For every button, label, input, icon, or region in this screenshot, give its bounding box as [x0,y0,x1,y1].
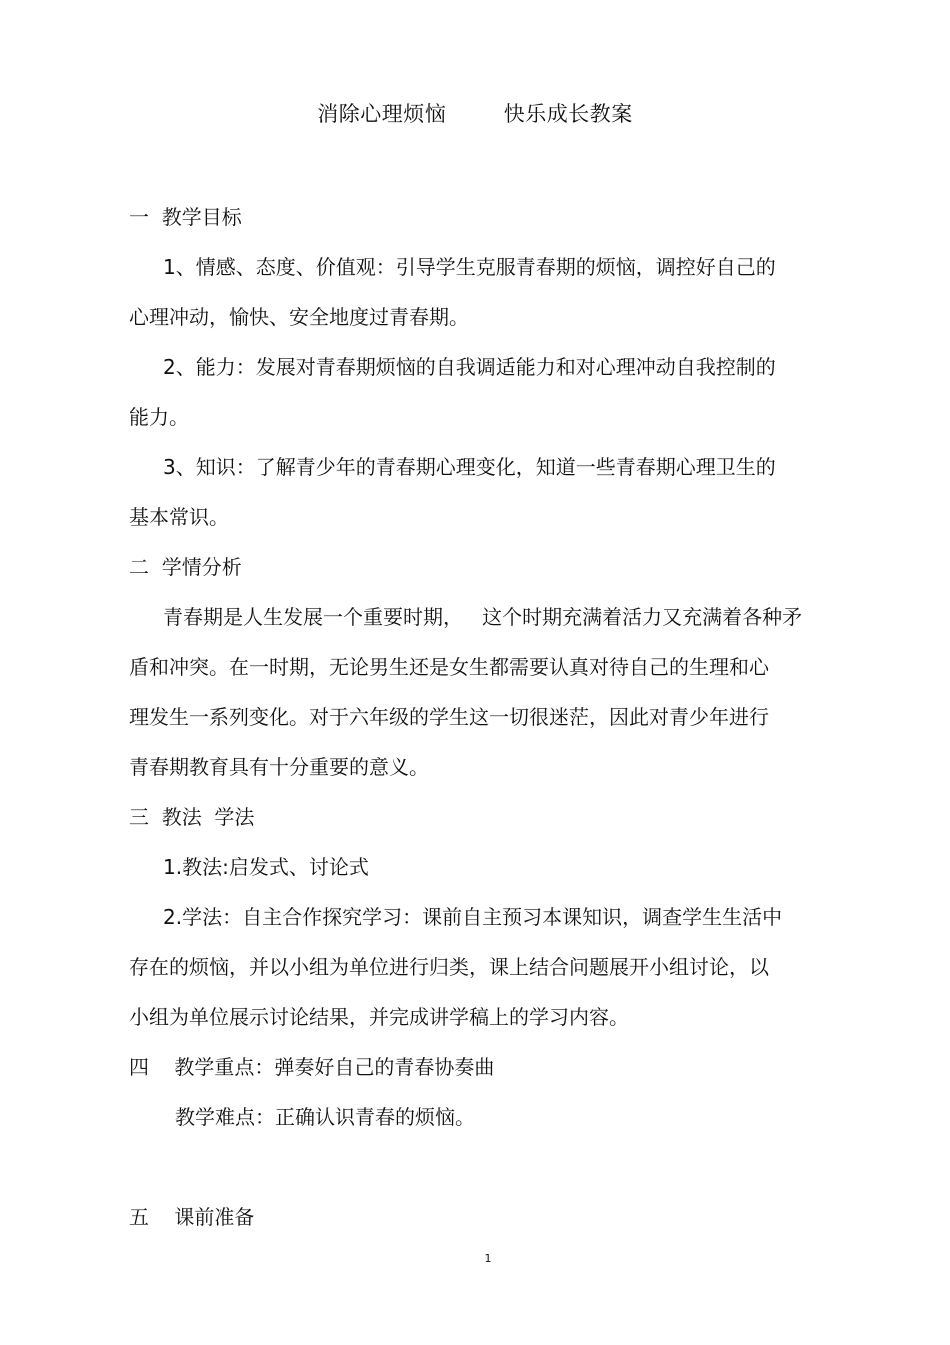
paragraph-line: 能力。 [129,405,189,429]
document-title: 消除心理烦恼 快乐成长教案 [317,102,633,126]
section-heading-methods: 三 教法 学法 [129,805,255,829]
paragraph-line: 教学难点：正确认识青春的烦恼。 [175,1105,475,1129]
section-heading-analysis: 二 学情分析 [129,555,242,579]
paragraph-line: 1、情感、态度、价值观：引导学生克服青春期的烦恼，调控好自己的 [163,255,776,279]
paragraph-line: 存在的烦恼，并以小组为单位进行归类，课上结合问题展开小组讨论，以 [129,955,769,979]
paragraph-line: 基本常识。 [129,505,229,529]
paragraph-line: 1.教法:启发式、讨论式 [163,855,369,879]
paragraph-line: 青春期是人生发展一个重要时期， 这个时期充满着活力又充满着各种矛 [163,605,803,629]
section-heading-key-points: 四 教学重点：弹奏好自己的青春协奏曲 [129,1055,495,1079]
paragraph-line: 青春期教育具有十分重要的意义。 [129,755,429,779]
section-heading-objectives: 一 教学目标 [129,205,242,229]
paragraph-line: 2、能力：发展对青春期烦恼的自我调适能力和对心理冲动自我控制的 [163,355,776,379]
paragraph-line: 2.学法：自主合作探究学习：课前自主预习本课知识，调查学生生活中 [163,905,783,929]
paragraph-line: 小组为单位展示讨论结果，并完成讲学稿上的学习内容。 [129,1005,629,1029]
paragraph-line: 心理冲动，愉快、安全地度过青春期。 [129,305,469,329]
paragraph-line: 3、知识：了解青少年的青春期心理变化，知道一些青春期心理卫生的 [163,455,776,479]
section-heading-preparation: 五 课前准备 [129,1205,255,1229]
paragraph-line: 盾和冲突。在一时期，无论男生还是女生都需要认真对待自己的生理和心 [129,655,769,679]
page-number: 1 [484,1252,492,1265]
paragraph-line: 理发生一系列变化。对于六年级的学生这一切很迷茫，因此对青少年进行 [129,705,769,729]
